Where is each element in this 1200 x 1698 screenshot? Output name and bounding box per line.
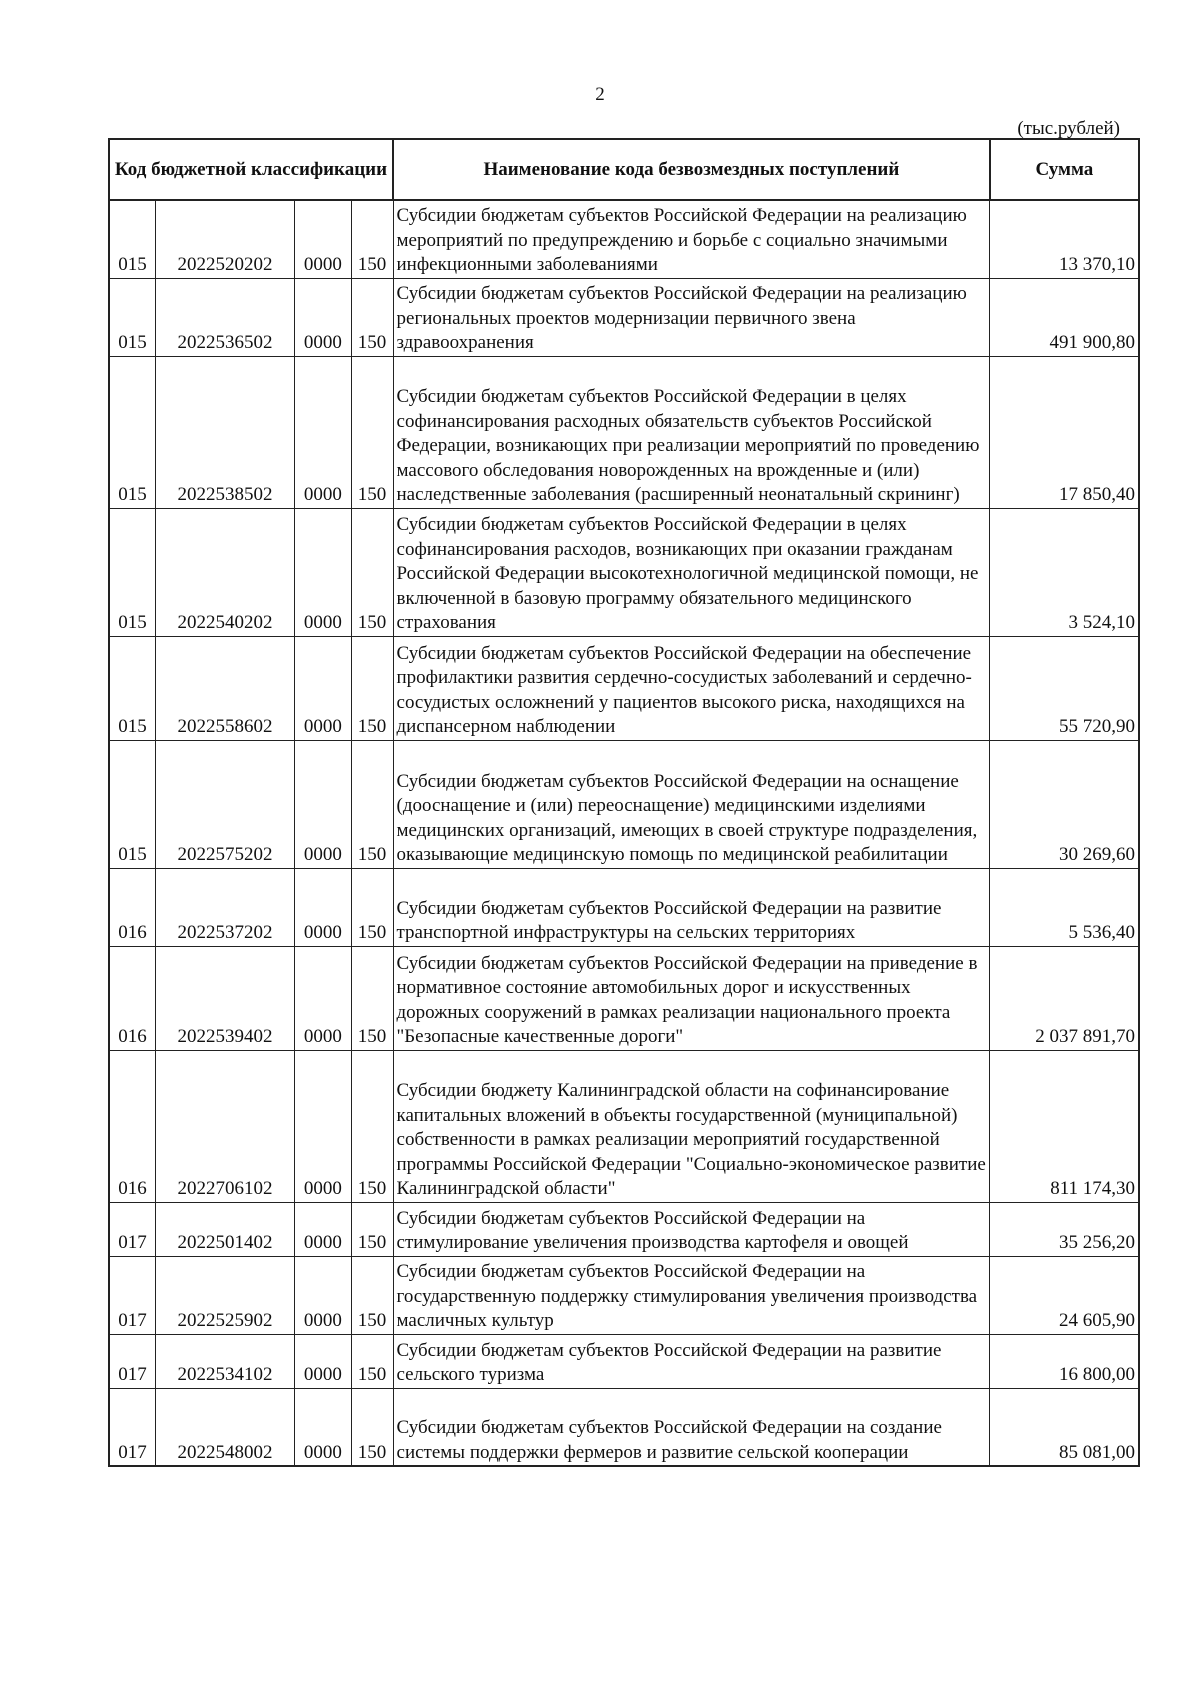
- admin-code-cell: 015: [109, 636, 155, 740]
- revenue-name-cell: Субсидии бюджетам субъектов Российской Федерации в целях софинансирования расходов, возникающих при оказании гражданам Российской Федерации высокотехнологичной медицинской помощи, не включенной в базовую программу обязательного медицинского страхования: [393, 508, 990, 636]
- admin-code-cell: 016: [109, 946, 155, 1050]
- revenue-code-cell: 2022520202: [155, 200, 294, 278]
- revenue-code-cell: 2022534102: [155, 1334, 294, 1388]
- subcode-cell: 0000: [295, 1256, 351, 1334]
- subcode-cell: 0000: [295, 636, 351, 740]
- subcode-cell: 0000: [295, 868, 351, 946]
- subcode-cell: 0000: [295, 278, 351, 356]
- revenue-code-cell: 2022575202: [155, 740, 294, 868]
- amount-cell: 811 174,30: [990, 1050, 1139, 1202]
- revenue-code-cell: 2022706102: [155, 1050, 294, 1202]
- revenue-code-cell: 2022536502: [155, 278, 294, 356]
- type-code-cell: 150: [351, 1050, 393, 1202]
- type-code-cell: 150: [351, 278, 393, 356]
- revenue-code-cell: 2022548002: [155, 1388, 294, 1466]
- revenue-name-cell: Субсидии бюджетам субъектов Российской Федерации в целях софинансирования расходных обязательств субъектов Российской Федерации, возникающих при реализации мероприятий по проведению массового обследования новорожденных на врожденные и (или) наследственные заболевания (расширенный неонатальный скрининг): [393, 356, 990, 508]
- table-row: [109, 636, 1139, 740]
- subcode-cell: 0000: [295, 1334, 351, 1388]
- amount-cell: 5 536,40: [990, 868, 1139, 946]
- revenue-code-cell: 2022537202: [155, 868, 294, 946]
- type-code-cell: 150: [351, 1334, 393, 1388]
- admin-code-cell: 015: [109, 356, 155, 508]
- admin-code-cell: 015: [109, 200, 155, 278]
- subcode-cell: 0000: [295, 508, 351, 636]
- type-code-cell: 150: [351, 946, 393, 1050]
- admin-code-cell: 016: [109, 1050, 155, 1202]
- revenue-name-cell: Субсидии бюджетам субъектов Российской Федерации на приведение в нормативное состояние автомобильных дорог и искусственных дорожных сооружений в рамках реализации национального проекта "Безопасные качественные дороги": [393, 946, 990, 1050]
- revenue-name-cell: Субсидии бюджетам субъектов Российской Федерации на оснащение (дооснащение и (или) переоснащение) медицинскими изделиями медицинских организаций, имеющих в своей структуре подразделения, оказывающие медицинскую помощь по медицинской реабилитации: [393, 740, 990, 868]
- admin-code-cell: 017: [109, 1202, 155, 1256]
- revenue-code-cell: 2022538502: [155, 356, 294, 508]
- type-code-cell: 150: [351, 356, 393, 508]
- subcode-cell: 0000: [295, 1050, 351, 1202]
- table-row: [109, 1256, 1139, 1334]
- name-column-header: Наименование кода безвозмездных поступлений: [393, 139, 990, 200]
- subcode-cell: 0000: [295, 740, 351, 868]
- revenue-name-cell: Субсидии бюджетам субъектов Российской Федерации на развитие сельского туризма: [393, 1334, 990, 1388]
- type-code-cell: 150: [351, 1256, 393, 1334]
- sum-column-header: Сумма: [990, 139, 1139, 200]
- amount-cell: 3 524,10: [990, 508, 1139, 636]
- table-row: [109, 1202, 1139, 1256]
- table-row: [109, 1388, 1139, 1466]
- admin-code-cell: 017: [109, 1334, 155, 1388]
- table-body: [109, 200, 1139, 1466]
- admin-code-cell: 015: [109, 278, 155, 356]
- table-row: [109, 278, 1139, 356]
- revenue-code-cell: 2022539402: [155, 946, 294, 1050]
- admin-code-cell: 016: [109, 868, 155, 946]
- revenue-name-cell: Субсидии бюджетам субъектов Российской Федерации на стимулирование увеличения производства картофеля и овощей: [393, 1202, 990, 1256]
- type-code-cell: 150: [351, 200, 393, 278]
- table-row: [109, 1334, 1139, 1388]
- amount-cell: 13 370,10: [990, 200, 1139, 278]
- admin-code-cell: 015: [109, 740, 155, 868]
- revenue-name-cell: Субсидии бюджетам субъектов Российской Федерации на создание системы поддержки фермеров и развитие сельской кооперации: [393, 1388, 990, 1466]
- type-code-cell: 150: [351, 1202, 393, 1256]
- amount-cell: 55 720,90: [990, 636, 1139, 740]
- amount-cell: 85 081,00: [990, 1388, 1139, 1466]
- page-number: 2: [595, 84, 605, 105]
- type-code-cell: 150: [351, 1388, 393, 1466]
- amount-cell: 17 850,40: [990, 356, 1139, 508]
- revenue-code-cell: 2022540202: [155, 508, 294, 636]
- subcode-cell: 0000: [295, 946, 351, 1050]
- revenue-code-cell: 2022501402: [155, 1202, 294, 1256]
- table-header: [109, 139, 1139, 200]
- revenue-name-cell: Субсидии бюджетам субъектов Российской Федерации на государственную поддержку стимулирования увеличения производства масличных культур: [393, 1256, 990, 1334]
- type-code-cell: 150: [351, 636, 393, 740]
- revenue-code-cell: 2022525902: [155, 1256, 294, 1334]
- code-column-header: Код бюджетной классификации: [109, 139, 393, 200]
- budget-table: [108, 138, 1140, 1467]
- admin-code-cell: 017: [109, 1388, 155, 1466]
- amount-cell: 35 256,20: [990, 1202, 1139, 1256]
- type-code-cell: 150: [351, 740, 393, 868]
- subcode-cell: 0000: [295, 200, 351, 278]
- amount-cell: 30 269,60: [990, 740, 1139, 868]
- subcode-cell: 0000: [295, 356, 351, 508]
- type-code-cell: 150: [351, 508, 393, 636]
- revenue-name-cell: Субсидии бюджету Калининградской области на софинансирование капитальных вложений в объекты государственной (муниципальной) собственности в рамках реализации мероприятий государственной программы Российской Федерации "Социально-экономическое развитие Калининградской области": [393, 1050, 990, 1202]
- admin-code-cell: 015: [109, 508, 155, 636]
- revenue-name-cell: Субсидии бюджетам субъектов Российской Федерации на развитие транспортной инфраструктуры на сельских территориях: [393, 868, 990, 946]
- table-row: [109, 508, 1139, 636]
- table-row: [109, 200, 1139, 278]
- subcode-cell: 0000: [295, 1202, 351, 1256]
- table-row: [109, 868, 1139, 946]
- revenue-name-cell: Субсидии бюджетам субъектов Российской Федерации на реализацию региональных проектов модернизации первичного звена здравоохранения: [393, 278, 990, 356]
- revenue-code-cell: 2022558602: [155, 636, 294, 740]
- table-row: [109, 946, 1139, 1050]
- amount-cell: 2 037 891,70: [990, 946, 1139, 1050]
- units-label: (тыс.рублей): [1017, 118, 1120, 139]
- type-code-cell: 150: [351, 868, 393, 946]
- revenue-name-cell: Субсидии бюджетам субъектов Российской Федерации на обеспечение профилактики развития сердечно-сосудистых заболеваний и сердечно-сосудистых осложнений у пациентов высокого риска, находящихся на диспансерном наблюдении: [393, 636, 990, 740]
- amount-cell: 491 900,80: [990, 278, 1139, 356]
- table-row: [109, 740, 1139, 868]
- subcode-cell: 0000: [295, 1388, 351, 1466]
- revenue-name-cell: Субсидии бюджетам субъектов Российской Федерации на реализацию мероприятий по предупреждению и борьбе с социально значимыми инфекционными заболеваниями: [393, 200, 990, 278]
- admin-code-cell: 017: [109, 1256, 155, 1334]
- table-row: [109, 1050, 1139, 1202]
- amount-cell: 24 605,90: [990, 1256, 1139, 1334]
- amount-cell: 16 800,00: [990, 1334, 1139, 1388]
- table-row: [109, 356, 1139, 508]
